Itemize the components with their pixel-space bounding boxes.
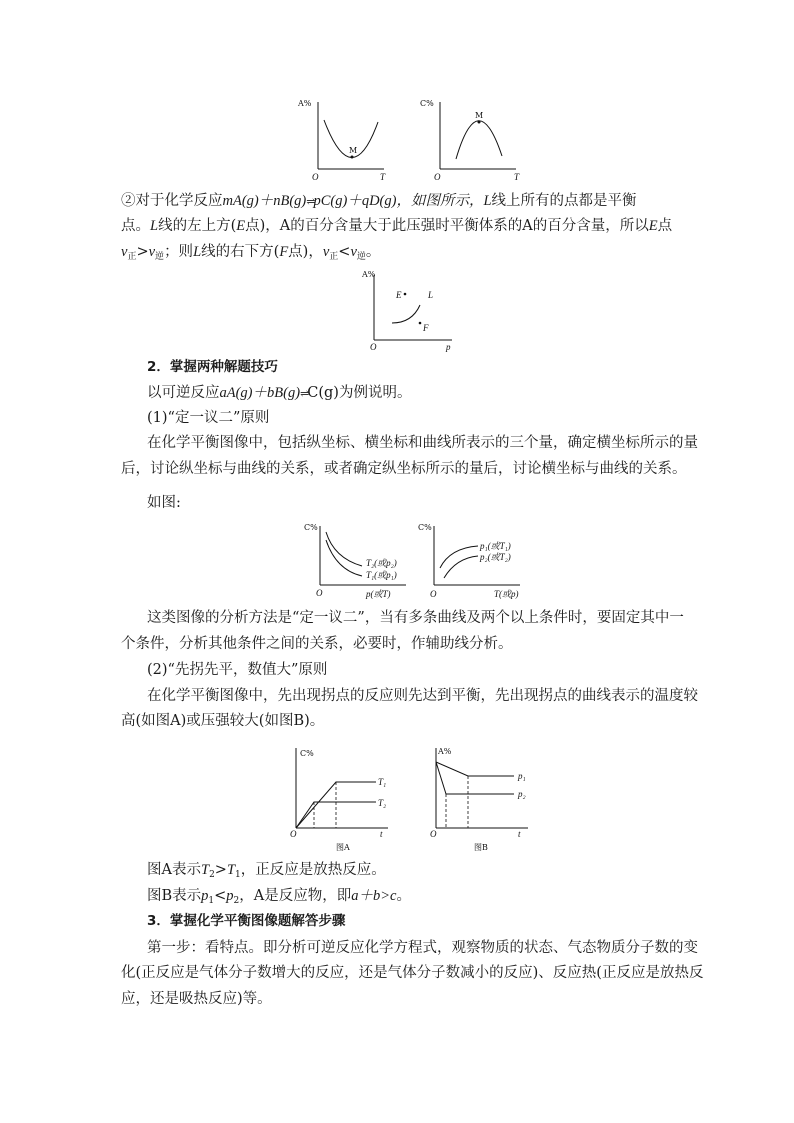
y-axis-label: A% bbox=[362, 270, 376, 279]
x-axis-label: p(或T) bbox=[366, 589, 391, 599]
paragraph-line: 高(如图A)或压强较大(如图B)。 bbox=[121, 713, 325, 729]
y-axis-label: C% bbox=[418, 523, 432, 532]
x-axis-label: t bbox=[518, 829, 521, 839]
paragraph-line: 后，讨论纵坐标与曲线的关系，或者确定纵坐标所示的量后，讨论横坐标与曲线的关系。 bbox=[121, 461, 687, 477]
figure-c-vs-p bbox=[300, 520, 412, 604]
x-axis-label: t bbox=[380, 829, 383, 839]
curve-upper-label: p₁(或T₁) bbox=[480, 541, 511, 551]
origin-label: O bbox=[316, 588, 323, 598]
paragraph-line: 化(正反应是气体分子数增大的反应，还是气体分子数减小的反应)、反应热(正反应是放热反 bbox=[121, 965, 704, 981]
paragraph-line: 以可逆反应aA(g)＋bB(g)⇌C(g)为例说明。 bbox=[147, 385, 412, 401]
origin-label: O bbox=[290, 829, 297, 839]
y-axis-label: C% bbox=[420, 99, 434, 108]
x-axis-label: T(或p) bbox=[494, 589, 519, 599]
curve-upper-label: T₁ bbox=[378, 777, 387, 787]
paragraph-line: 如图: bbox=[147, 495, 181, 511]
point-f-label: F bbox=[423, 323, 429, 333]
y-axis-label: C% bbox=[304, 523, 318, 532]
curve-upper-label: T₂(或p₂) bbox=[366, 558, 397, 568]
figure-a-percent-vs-temperature bbox=[296, 96, 386, 180]
point-m-label: M bbox=[349, 146, 358, 155]
curve-l-label: L bbox=[428, 290, 434, 300]
paragraph-line: 在化学平衡图像中，包括纵坐标、横坐标和曲线所表示的三个量，确定横坐标所示的量 bbox=[147, 435, 698, 451]
reversible-arrow: ⇌ bbox=[300, 387, 308, 400]
paragraph-line: $v_正>v_逆$；则L线的右下方(F点)，$v_正<v_逆$。 bbox=[121, 244, 381, 262]
figure-caption: 图B bbox=[474, 843, 488, 852]
paragraph-line: 个条件，分析其他条件之间的关系，必要时，作辅助线分析。 bbox=[121, 636, 513, 652]
subsection-heading: (1)“定一议二”原则 bbox=[147, 410, 270, 426]
x-axis-label: T bbox=[380, 172, 386, 182]
origin-label: O bbox=[430, 829, 437, 839]
subsection-heading: (2)“先拐先平，数值大”原则 bbox=[147, 662, 328, 678]
curve-lower-label: T₂ bbox=[378, 798, 387, 808]
figure-caption: 图A bbox=[336, 843, 350, 852]
curve-lower-label: T₁(或p₁) bbox=[366, 570, 397, 580]
point-e-label: E bbox=[396, 290, 402, 300]
section-heading: 3．掌握化学平衡图像题解答步骤 bbox=[147, 913, 346, 929]
figure-c-vs-t bbox=[414, 520, 526, 604]
origin-label: O bbox=[312, 172, 319, 182]
curve-upper-label: p₁ bbox=[518, 771, 526, 781]
figure-l-curve bbox=[358, 269, 458, 353]
section-heading: 2．掌握两种解题技巧 bbox=[147, 359, 278, 375]
figure-b bbox=[426, 744, 536, 854]
paragraph-line: 图A表示$T_2>T_1$，正反应是放热反应。 bbox=[147, 862, 386, 880]
point-m-label: M bbox=[475, 111, 484, 120]
paragraph-line: 应，还是吸热反应)等。 bbox=[121, 991, 272, 1007]
figure-c-percent-vs-temperature bbox=[418, 96, 518, 180]
paragraph-line: 第一步：看特点。即分析可逆反应化学方程式，观察物质的状态、气态物质分子数的变 bbox=[147, 940, 698, 956]
paragraph-line: 图B表示$p_1<p_2$，A是反应物，即a＋b>c。 bbox=[147, 888, 411, 906]
paragraph-line: 点。L线的左上方(E点)，A的百分含量大于此压强时平衡体系的A的百分含量，所以E点 bbox=[121, 218, 673, 234]
origin-label: O bbox=[370, 342, 377, 352]
x-axis-label: T bbox=[514, 172, 520, 182]
paragraph-line: 这类图像的分析方法是“定一议二”，当有多条曲线及两个以上条件时，要固定其中一 bbox=[147, 610, 684, 626]
origin-label: O bbox=[434, 172, 441, 182]
figure-a bbox=[284, 744, 394, 854]
y-axis-label: A% bbox=[298, 99, 312, 108]
reversible-arrow: ⇌ bbox=[306, 195, 314, 208]
y-axis-label: A% bbox=[438, 747, 452, 756]
y-axis-label: C% bbox=[300, 749, 314, 758]
paragraph-line: 在化学平衡图像中，先出现拐点的反应则先达到平衡，先出现拐点的曲线表示的温度较 bbox=[147, 688, 698, 704]
origin-label: O bbox=[430, 589, 437, 599]
x-axis-label: p bbox=[446, 342, 451, 352]
curve-lower-label: p₂(或T₂) bbox=[480, 552, 511, 562]
paragraph-line: ②对于化学反应mA(g)＋nB(g)⇌pC(g)＋qD(g)，如图所示，L线上所有的点都是平衡 bbox=[121, 193, 637, 209]
curve-lower-label: p₂ bbox=[518, 789, 526, 799]
